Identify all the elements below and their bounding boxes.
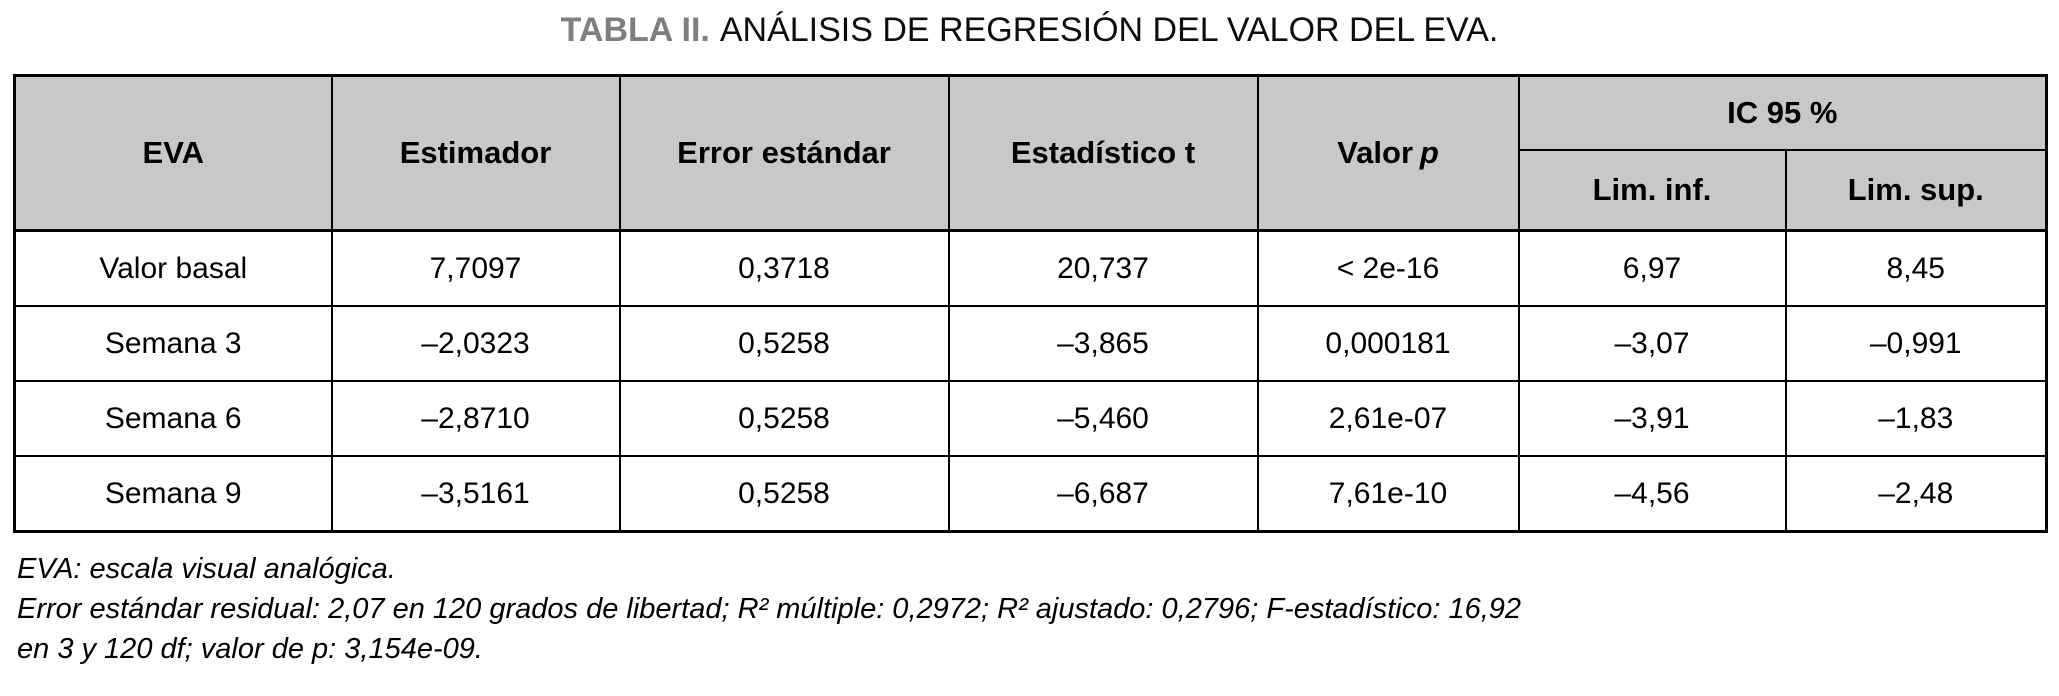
value-cell: 0,5258 (620, 306, 949, 381)
value-cell: –4,56 (1519, 456, 1786, 532)
value-cell: 0,5258 (620, 381, 949, 456)
table-title (0, 8, 2059, 52)
row-label: Semana 6 (15, 381, 332, 456)
table-row-semana-3 (15, 306, 2047, 381)
value-cell: < 2e-16 (1258, 231, 1519, 307)
value-cell: 8,45 (1786, 231, 2047, 307)
header-valor-p (1258, 76, 1519, 231)
value-cell: –0,991 (1786, 306, 2047, 381)
value-cell: –3,5161 (332, 456, 620, 532)
header-eva: EVA (15, 76, 332, 231)
table-title-label: TABLA II. (560, 11, 710, 49)
value-cell: –2,48 (1786, 456, 2047, 532)
header-lim-sup: Lim. sup. (1786, 150, 2047, 231)
value-cell: 2,61e-07 (1258, 381, 1519, 456)
value-cell: –1,83 (1786, 381, 2047, 456)
table-title-text: ANÁLISIS DE REGRESIÓN DEL VALOR DEL EVA. (719, 11, 1499, 49)
value-cell: –3,865 (949, 306, 1258, 381)
value-cell: –3,07 (1519, 306, 1786, 381)
table-row-semana-9 (15, 456, 2047, 532)
value-cell: –2,0323 (332, 306, 620, 381)
footnote-line: Error estándar residual: 2,07 en 120 grados de libertad; R² múltiple: 0,2972; R² ajustado: 0,2796; F-estadístico: 16,92 (17, 593, 1522, 625)
footnote-line: EVA: escala visual analógica. (17, 553, 396, 585)
value-cell: 0,3718 (620, 231, 949, 307)
value-cell: 0,5258 (620, 456, 949, 532)
table-footnotes (17, 549, 2059, 669)
value-cell: –2,8710 (332, 381, 620, 456)
row-label: Semana 3 (15, 306, 332, 381)
row-label: Semana 9 (15, 456, 332, 532)
footnote-line: en 3 y 120 df; valor de p: 3,154e-09. (17, 633, 483, 665)
header-row-top (15, 76, 2047, 151)
row-label: Valor basal (15, 231, 332, 307)
header-ic-95: IC 95 % (1519, 76, 2047, 151)
value-cell: 6,97 (1519, 231, 1786, 307)
header-lim-inf: Lim. inf. (1519, 150, 1786, 231)
table-row-valor-basal (15, 231, 2047, 307)
table-row-semana-6 (15, 381, 2047, 456)
header-valor-p-symbol: p (1419, 135, 1439, 170)
header-estimador: Estimador (332, 76, 620, 231)
value-cell: –3,91 (1519, 381, 1786, 456)
value-cell: 20,737 (949, 231, 1258, 307)
value-cell: 7,61e-10 (1258, 456, 1519, 532)
value-cell: 0,000181 (1258, 306, 1519, 381)
value-cell: –5,460 (949, 381, 1258, 456)
header-valor-p-prefix: Valor (1337, 135, 1414, 170)
value-cell: 7,7097 (332, 231, 620, 307)
header-estadistico-t: Estadístico t (949, 76, 1258, 231)
header-error-estandar: Error estándar (620, 76, 949, 231)
regression-table (13, 74, 2048, 533)
value-cell: –6,687 (949, 456, 1258, 532)
